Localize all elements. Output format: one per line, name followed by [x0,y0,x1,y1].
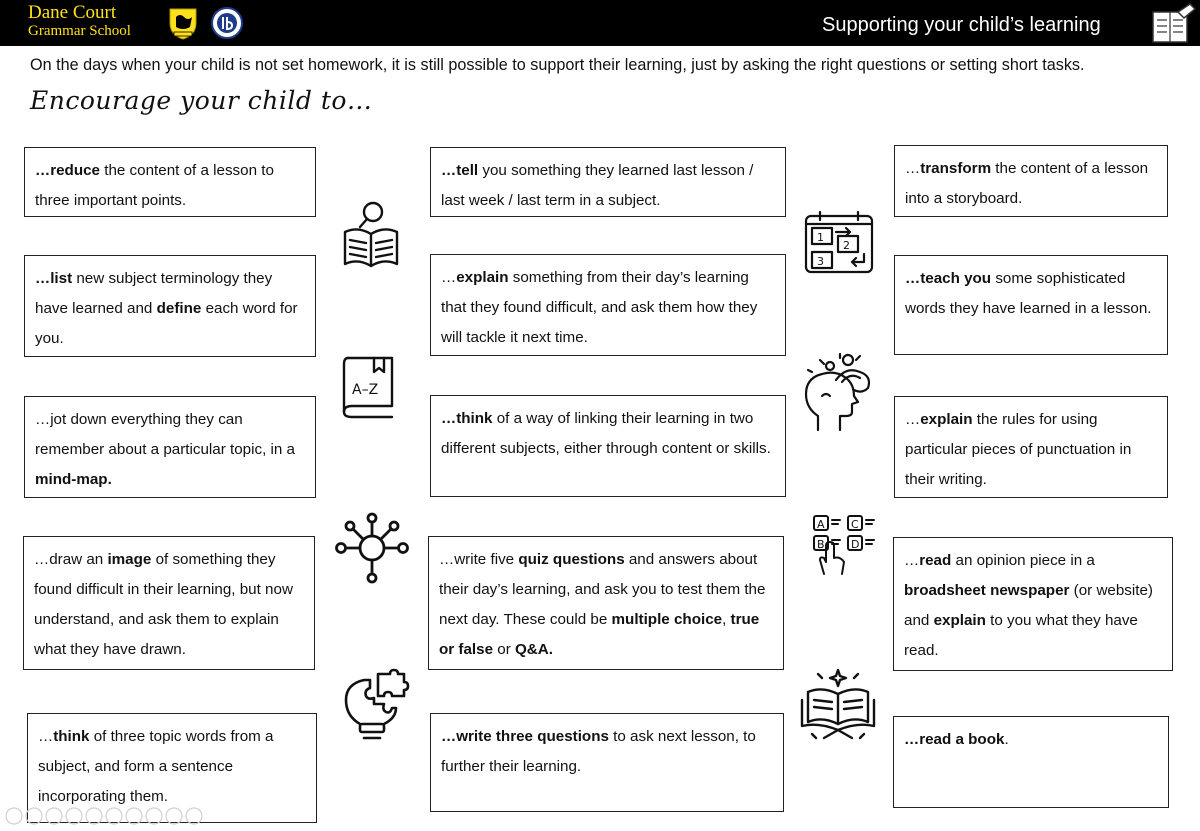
book-search-icon [340,194,402,272]
tip-text-part: to ask next lesson, to further their learning. [441,728,756,775]
dictionary-az-icon [338,354,400,420]
tip-text-part: define [156,300,202,317]
tip-opinion [893,537,1173,671]
tip-quiz [428,536,784,670]
tip-text-part: …teach you [905,270,992,287]
tip-text-part: and answers about their day’s learning, and ask you to test them the next day. These could be [439,551,766,628]
tip-text-part: …jot down everything they can remember about a particular topic, in a [35,411,296,458]
tip-punctuation [894,396,1168,498]
tip-text-part: explain [933,612,986,629]
subtitle: Encourage your child to… [30,86,373,115]
notebook-pencil-icon [1148,2,1198,46]
tip-text-part: explain [456,269,509,286]
slide-nav-controls[interactable] [4,806,214,826]
tip-text-part: Q&A. [514,641,553,658]
tip-text-part: , [722,611,731,628]
tip-text-part: true or false [439,611,760,658]
tip-text-part: … [441,269,457,286]
tip-text-part: …think [441,410,493,427]
tip-text-part: read [919,552,952,569]
tip-text-part: …reduce [35,162,100,179]
puzzle-bulb-icon [340,668,410,744]
tip-list [24,255,316,357]
tip-text-part: something from their day’s learning that they found difficult, and ask them how they will tackle it next time. [441,269,758,346]
tip-text-part: of three topic words from a subject, and form a sentence incorporating them. [38,728,274,805]
tip-text-part: … [38,728,54,745]
tip-text-part: broadsheet newspaper [904,582,1070,599]
svg-text:C: C [851,518,859,531]
tip-text-part: of something they found difficult in their learning, but now understand, and ask them to explain what they have drawn. [34,551,293,658]
tip-text-part: …read a book [904,731,1005,748]
page-title: Supporting your child’s learning [822,14,1101,36]
tip-text-part: image [107,551,152,568]
tip-tell [430,147,786,217]
tip-text-part: the content of a lesson into a storyboard. [905,160,1149,207]
tip-text-part: you something they learned last lesson / last week / last term in a subject. [441,162,754,209]
tip-text-part: multiple choice [611,611,723,628]
tip-jot [24,396,316,498]
ib-logo-icon [210,6,244,40]
tip-draw [23,536,315,670]
school-name-line1: Dane Court [28,2,117,23]
tip-text-part: …write five [439,551,519,568]
school-crest-icon [166,5,200,41]
tip-text-part: the rules for using particular pieces of punctuation in their writing. [905,411,1132,488]
tip-text-part: … [904,552,920,569]
svg-text:A–Z: A–Z [352,382,379,398]
header-bar [0,0,1200,46]
tip-text-part: transform [920,160,992,177]
tip-questions [430,713,784,812]
open-book-icon [798,664,878,744]
tip-text-part: or [493,641,515,658]
tip-text-part: of a way of linking their learning in two different subjects, either through content or skills. [441,410,771,457]
tip-text-part: explain [920,411,973,428]
svg-text:1: 1 [817,231,824,244]
tip-text-part: . [1004,731,1009,748]
tip-text-part: …tell [441,162,479,179]
tip-text-part: … [905,411,921,428]
tip-teach [894,255,1168,355]
tip-text-part: (or website) and [904,582,1153,629]
svg-text:2: 2 [843,239,850,252]
intro-text: On the days when your child is not set homework, it is still possible to support their learning, just by asking the right questions or setting short tasks. [30,56,1085,74]
tip-book [893,716,1169,808]
school-name-line2: Grammar School [28,23,131,39]
tip-text-part: think [53,728,90,745]
svg-text:D: D [851,538,860,551]
tip-text-part: some sophisticated words they have learned in a lesson. [905,270,1152,317]
tip-text-part: new subject terminology they have learned and [35,270,273,317]
svg-text:3: 3 [817,255,824,268]
tip-reduce [24,147,316,217]
svg-text:A: A [817,518,825,531]
svg-text:B: B [817,538,825,551]
calendar-storyboard-icon [802,210,876,276]
tip-text-part: …write three questions [441,728,609,745]
tip-text-part: the content of a lesson to three important points. [35,162,274,209]
tip-think-link [430,395,786,497]
tip-text-part: an opinion piece in a [951,552,1095,569]
tip-transform [894,145,1168,217]
quiz-choice-icon [808,512,878,578]
tip-text-part: quiz questions [518,551,625,568]
tip-text-part: … [905,160,921,177]
school-name [28,3,131,41]
idea-head-icon [796,350,880,434]
tip-text-part: …draw an [34,551,108,568]
tip-text-part: each word for you. [35,300,298,347]
tip-text-part: mind-map. [35,471,112,488]
tip-text-part: …list [35,270,73,287]
network-hub-icon [334,512,410,584]
tip-text-part: to you what they have read. [904,612,1138,659]
tip-explain-difficult [430,254,786,356]
